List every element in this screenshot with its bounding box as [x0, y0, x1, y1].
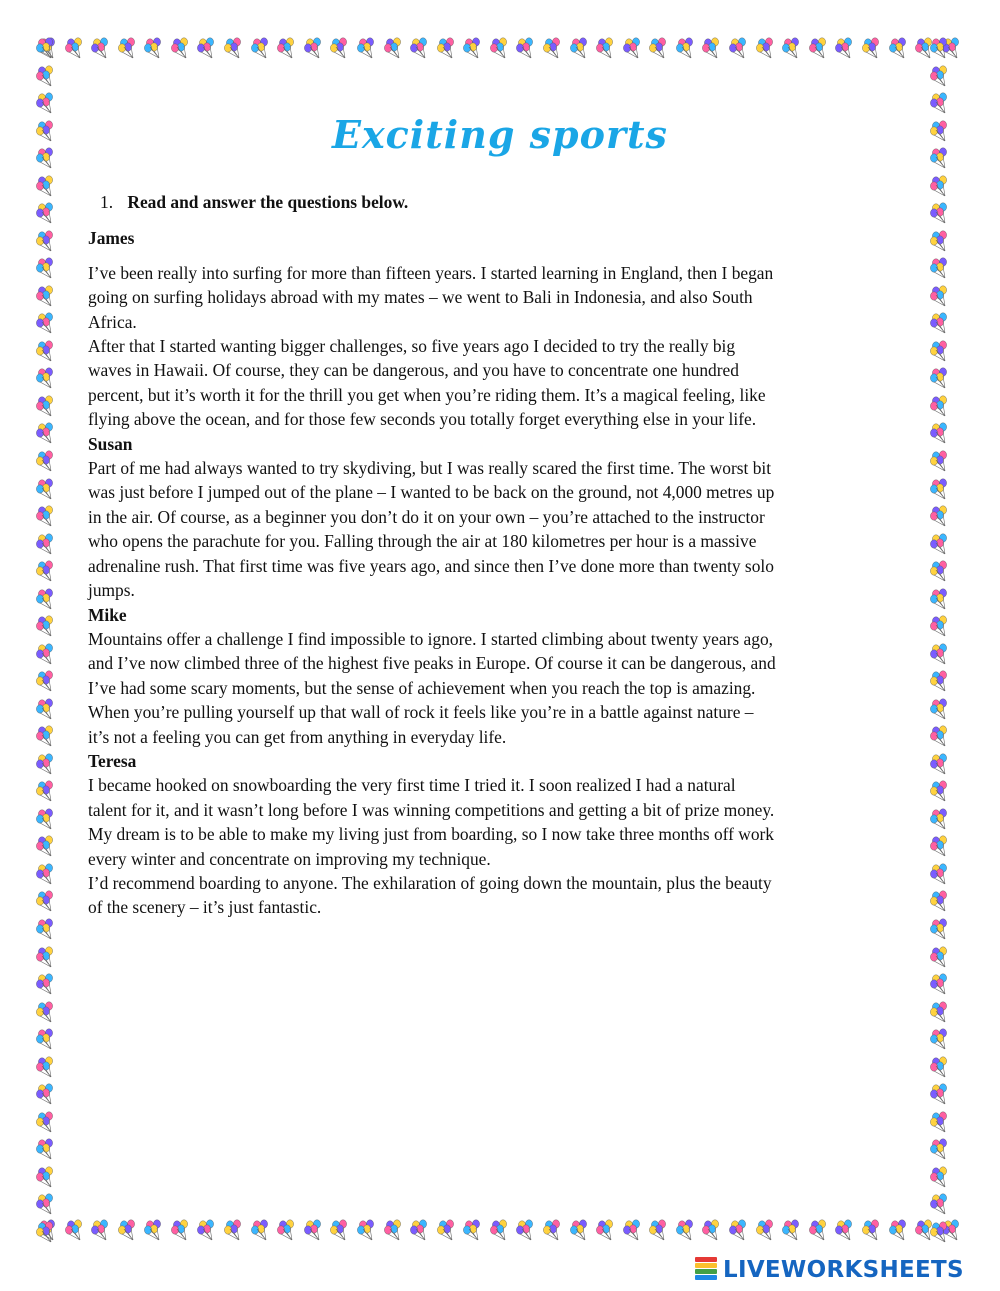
balloon-bunch-icon — [34, 1220, 58, 1244]
balloon-bunch-icon — [222, 1218, 246, 1242]
balloon-bunch-icon — [34, 834, 58, 858]
balloon-bunch-icon — [34, 229, 58, 253]
balloon-bunch-icon — [34, 532, 58, 556]
balloon-bunch-icon — [34, 917, 58, 941]
balloon-bunch-icon — [34, 36, 58, 60]
balloon-bunch-icon — [647, 1218, 671, 1242]
balloon-bunch-icon — [928, 587, 952, 611]
balloon-bunch-icon — [594, 1218, 618, 1242]
balloon-bunch-icon — [488, 36, 512, 60]
balloon-bunch-icon — [195, 36, 219, 60]
balloon-bunch-icon — [34, 174, 58, 198]
balloon-bunch-icon — [928, 229, 952, 253]
balloon-bunch-icon — [63, 36, 87, 60]
balloon-bunch-icon — [34, 1137, 58, 1161]
balloon-bunch-icon — [34, 1000, 58, 1024]
balloon-bunch-icon — [461, 36, 485, 60]
balloon-bunch-icon — [928, 559, 952, 583]
balloon-bunch-icon — [408, 1218, 432, 1242]
balloon-bunch-icon — [928, 36, 952, 60]
balloon-bunch-icon — [928, 1110, 952, 1134]
balloon-bunch-icon — [34, 779, 58, 803]
balloon-bunch-icon — [928, 779, 952, 803]
balloon-bunch-icon — [89, 1218, 113, 1242]
balloon-bunch-icon — [887, 1218, 911, 1242]
liveworksheets-logo[interactable] — [695, 1254, 964, 1286]
balloon-bunch-icon — [754, 1218, 778, 1242]
balloon-bunch-icon — [34, 64, 58, 88]
balloon-bunch-icon — [568, 1218, 592, 1242]
paragraph: I became hooked on snowboarding the very first time I tried it. I soon realized I had a natural talent for it, and it wasn’t long before I was winning competitions and getting a bit of prize money. My dream is to be able to make my living just from boarding, so I now take three months off work every winter and concentrate on improving my technique. — [88, 775, 775, 869]
balloon-bunch-icon — [169, 36, 193, 60]
section-name-james: James — [88, 228, 135, 249]
balloon-bunch-icon — [860, 36, 884, 60]
balloon-bunch-icon — [674, 1218, 698, 1242]
balloon-bunch-icon — [928, 366, 952, 390]
balloon-bunch-icon — [34, 311, 58, 335]
balloon-bunch-icon — [34, 559, 58, 583]
balloon-bunch-icon — [34, 1055, 58, 1079]
balloon-bunch-icon — [928, 697, 952, 721]
balloon-bunch-icon — [34, 587, 58, 611]
balloon-bunch-icon — [928, 504, 952, 528]
balloon-bunch-icon — [928, 1192, 952, 1216]
balloon-border-left — [34, 36, 60, 1244]
balloon-bunch-icon — [928, 174, 952, 198]
balloon-bunch-icon — [34, 1165, 58, 1189]
balloon-bunch-icon — [142, 1218, 166, 1242]
balloon-bunch-icon — [34, 256, 58, 280]
balloon-bunch-icon — [928, 64, 952, 88]
instruction-text: Read and answer the questions below. — [127, 192, 409, 212]
balloon-bunch-icon — [34, 477, 58, 501]
balloon-bunch-icon — [727, 1218, 751, 1242]
balloon-bunch-icon — [928, 669, 952, 693]
balloon-bunch-icon — [34, 449, 58, 473]
balloon-bunch-icon — [928, 394, 952, 418]
balloon-bunch-icon — [249, 1218, 273, 1242]
instruction — [100, 190, 778, 214]
balloon-bunch-icon — [754, 36, 778, 60]
section-name-mike: Mike — [88, 604, 127, 625]
balloon-bunch-icon — [833, 1218, 857, 1242]
balloon-bunch-icon — [34, 504, 58, 528]
balloon-bunch-icon — [928, 1165, 952, 1189]
paragraph: I’d recommend boarding to anyone. The exhilaration of going down the mountain, plus the beauty of the scenery – it’s just fantastic. — [88, 872, 772, 918]
balloon-bunch-icon — [142, 36, 166, 60]
balloon-bunch-icon — [568, 36, 592, 60]
section-name-susan: Susan — [88, 433, 133, 454]
balloon-bunch-icon — [928, 449, 952, 473]
balloon-bunch-icon — [674, 36, 698, 60]
balloon-bunch-icon — [195, 1218, 219, 1242]
balloon-bunch-icon — [34, 284, 58, 308]
balloon-bunch-icon — [928, 477, 952, 501]
balloon-bunch-icon — [328, 1218, 352, 1242]
balloon-bunch-icon — [34, 614, 58, 638]
balloon-bunch-icon — [780, 1218, 804, 1242]
section-name-teresa: Teresa — [88, 750, 137, 771]
balloon-bunch-icon — [275, 36, 299, 60]
balloon-bunch-icon — [928, 1220, 952, 1244]
instruction-number: 1. — [100, 192, 114, 212]
balloon-bunch-icon — [928, 834, 952, 858]
balloon-bunch-icon — [34, 366, 58, 390]
balloon-bunch-icon — [34, 807, 58, 831]
balloon-bunch-icon — [34, 201, 58, 225]
balloon-bunch-icon — [63, 1218, 87, 1242]
balloon-bunch-icon — [621, 36, 645, 60]
paragraph: Mountains offer a challenge I find impossible to ignore. I started climbing about twenty years ago, and I’ve now climbed three of the highest five peaks in Europe. Of course it can be dangerous, and I’ve had some scary moments, but the sense of achievement when you reach the top is amazing. When you’re pulling yourself up that wall of rock it feels like you’re in a battle against nature – it’s not a feeling you can get from anything in everyday life. — [88, 628, 776, 747]
balloon-bunch-icon — [435, 36, 459, 60]
balloon-bunch-icon — [302, 1218, 326, 1242]
paragraph: I’ve been really into surfing for more than fifteen years. I started learning in England, then I began going on surfing holidays abroad with my mates – we went to Bali in Indonesia, and also South Africa. — [88, 262, 774, 332]
balloon-bunch-icon — [860, 1218, 884, 1242]
balloon-bunch-icon — [34, 1027, 58, 1051]
balloon-bunch-icon — [355, 36, 379, 60]
balloon-bunch-icon — [34, 642, 58, 666]
balloon-bunch-icon — [928, 752, 952, 776]
balloon-bunch-icon — [34, 394, 58, 418]
balloon-bunch-icon — [382, 1218, 406, 1242]
balloon-bunch-icon — [928, 421, 952, 445]
balloon-bunch-icon — [34, 889, 58, 913]
balloon-bunch-icon — [355, 1218, 379, 1242]
balloon-bunch-icon — [621, 1218, 645, 1242]
balloon-bunch-icon — [700, 1218, 724, 1242]
paragraph: Part of me had always wanted to try skydiving, but I was really scared the first time. The worst bit was just before I jumped out of the plane – I wanted to be back on the ground, not 4,000 metres up in the air. Of course, as a beginner you don’t do it on your own – you’re attached to the instructor who opens the parachute for you. Falling through the air at 180 kilometres per hour is a massive adrenaline rush. That first time was five years ago, and since then I’ve done more than twenty solo jumps. — [88, 458, 775, 601]
balloon-bunch-icon — [34, 339, 58, 363]
balloon-bunch-icon — [928, 807, 952, 831]
balloon-bunch-icon — [34, 669, 58, 693]
balloon-bunch-icon — [727, 36, 751, 60]
balloon-bunch-icon — [928, 917, 952, 941]
balloon-bunch-icon — [928, 1055, 952, 1079]
balloon-bunch-icon — [435, 1218, 459, 1242]
balloon-bunch-icon — [647, 36, 671, 60]
balloon-bunch-icon — [928, 1082, 952, 1106]
worksheet-title: Exciting sports — [332, 112, 668, 157]
balloon-border-right — [928, 36, 954, 1244]
balloon-border-top — [36, 36, 964, 62]
balloon-bunch-icon — [408, 36, 432, 60]
balloon-bunch-icon — [89, 36, 113, 60]
balloon-bunch-icon — [514, 1218, 538, 1242]
balloon-bunch-icon — [928, 284, 952, 308]
balloon-bunch-icon — [928, 339, 952, 363]
balloon-bunch-icon — [928, 1137, 952, 1161]
balloon-bunch-icon — [514, 36, 538, 60]
balloon-bunch-icon — [249, 36, 273, 60]
liveworksheets-logo-text: LIVEWORKSHEETS — [723, 1257, 964, 1283]
balloon-bunch-icon — [928, 1027, 952, 1051]
balloon-bunch-icon — [928, 256, 952, 280]
balloon-bunch-icon — [302, 36, 326, 60]
balloon-bunch-icon — [780, 36, 804, 60]
balloon-bunch-icon — [928, 889, 952, 913]
balloon-bunch-icon — [807, 36, 831, 60]
balloon-bunch-icon — [34, 697, 58, 721]
balloon-bunch-icon — [275, 1218, 299, 1242]
balloon-bunch-icon — [887, 36, 911, 60]
balloon-bunch-icon — [34, 945, 58, 969]
balloon-bunch-icon — [328, 36, 352, 60]
balloon-bunch-icon — [34, 421, 58, 445]
balloon-bunch-icon — [461, 1218, 485, 1242]
balloon-bunch-icon — [382, 36, 406, 60]
balloon-bunch-icon — [833, 36, 857, 60]
balloon-bunch-icon — [34, 862, 58, 886]
balloon-border-bottom — [36, 1218, 964, 1244]
balloon-bunch-icon — [928, 311, 952, 335]
balloon-bunch-icon — [928, 201, 952, 225]
balloon-bunch-icon — [928, 972, 952, 996]
balloon-bunch-icon — [34, 1110, 58, 1134]
balloon-bunch-icon — [116, 36, 140, 60]
balloon-bunch-icon — [34, 724, 58, 748]
balloon-bunch-icon — [700, 36, 724, 60]
balloon-bunch-icon — [222, 36, 246, 60]
paragraph: After that I started wanting bigger challenges, so five years ago I decided to try the really big waves in Hawaii. Of course, they can be dangerous, and you have to concentrate one hundred percent, but it’s worth it for the thrill you get when you’re riding them. It’s a magical feeling, like flying above the ocean, and for those few seconds you totally forget everything else in your life. — [88, 336, 766, 430]
balloon-bunch-icon — [807, 1218, 831, 1242]
balloon-bunch-icon — [34, 752, 58, 776]
balloon-bunch-icon — [34, 1192, 58, 1216]
balloon-bunch-icon — [541, 1218, 565, 1242]
balloon-bunch-icon — [928, 945, 952, 969]
balloon-bunch-icon — [928, 614, 952, 638]
balloon-bunch-icon — [541, 36, 565, 60]
balloon-bunch-icon — [928, 642, 952, 666]
balloon-bunch-icon — [34, 972, 58, 996]
balloon-bunch-icon — [34, 1082, 58, 1106]
balloon-bunch-icon — [594, 36, 618, 60]
balloon-bunch-icon — [488, 1218, 512, 1242]
balloon-bunch-icon — [928, 724, 952, 748]
balloon-bunch-icon — [928, 532, 952, 556]
balloon-bunch-icon — [928, 1000, 952, 1024]
balloon-bunch-icon — [169, 1218, 193, 1242]
balloon-bunch-icon — [928, 862, 952, 886]
liveworksheets-logo-icon — [695, 1257, 717, 1283]
worksheet-content — [88, 190, 778, 920]
balloon-bunch-icon — [116, 1218, 140, 1242]
